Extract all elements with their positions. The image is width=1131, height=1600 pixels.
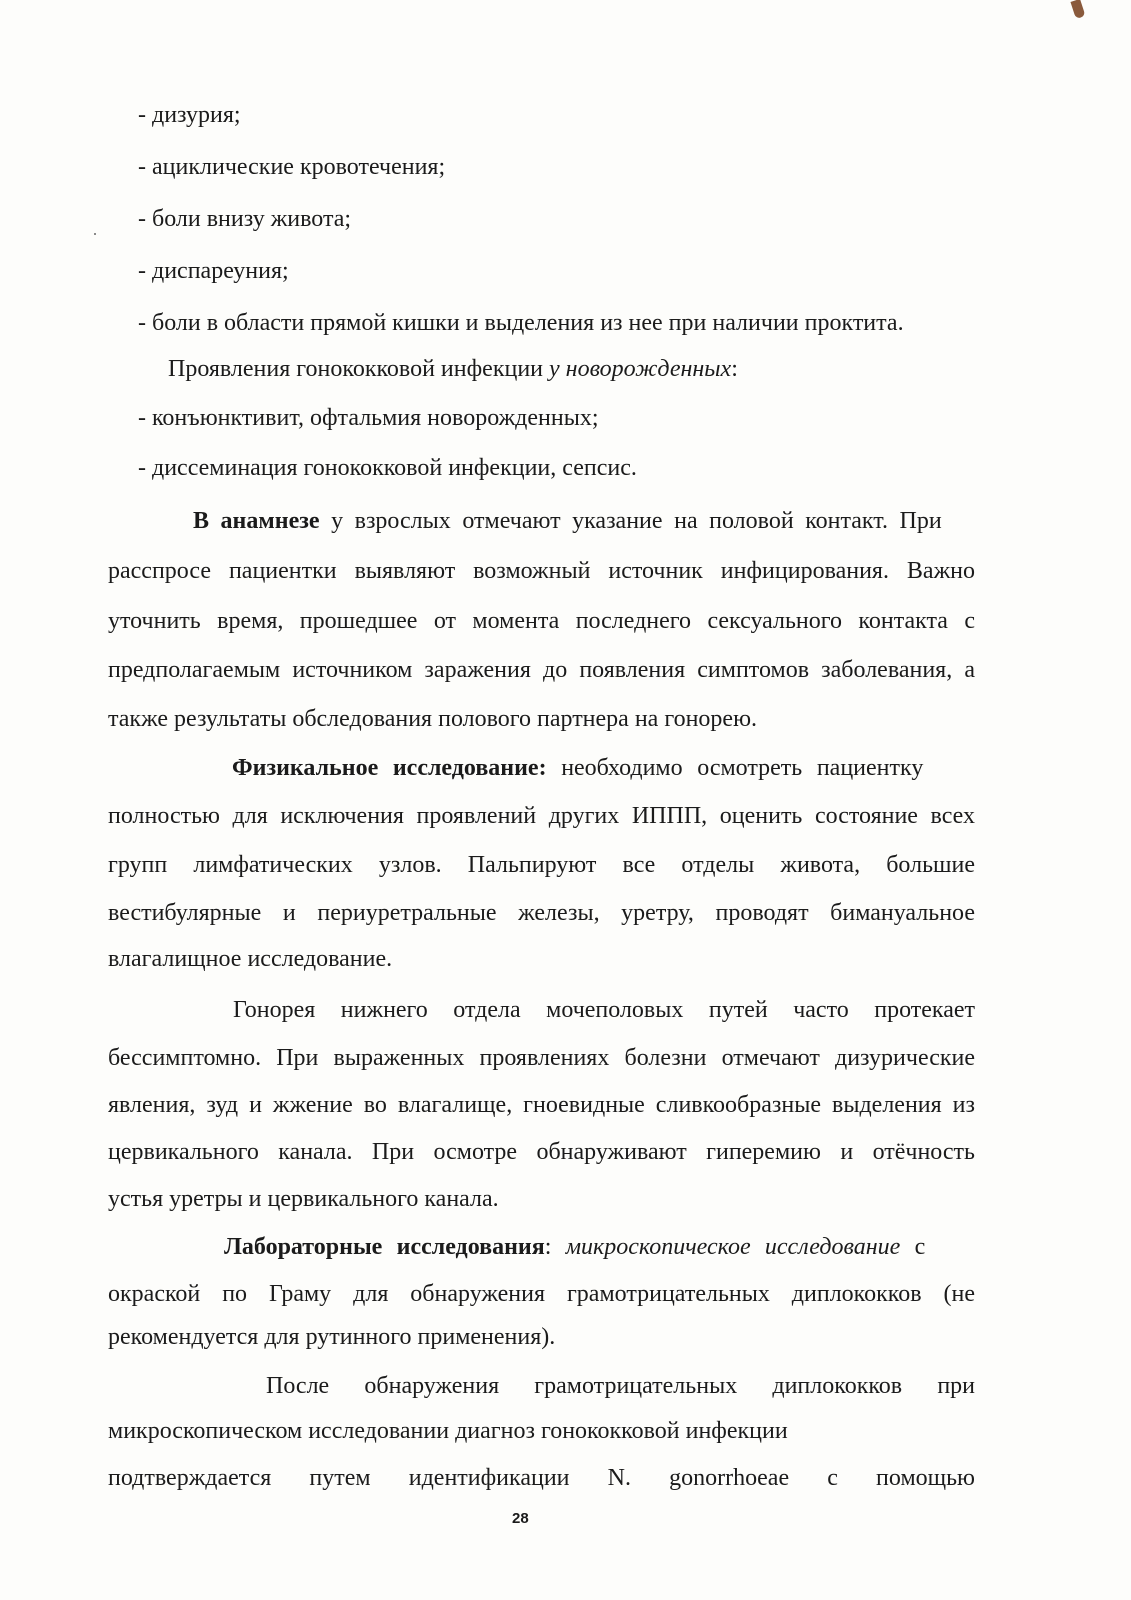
gonorrhea-line: явления, зуд и жжение во влагалище, гноевидные сливкообразные выделения из bbox=[108, 1092, 975, 1118]
bullet-conjunctivitis: - конъюнктивит, офтальмия новорожденных; bbox=[138, 405, 599, 431]
gonorrhea-line: бессимптомно. При выраженных проявлениях болезни отмечают дизурические bbox=[108, 1045, 975, 1071]
bullet-abdominal-pain: - боли внизу живота; bbox=[138, 206, 352, 232]
physical-line: вестибулярные и периуретральные железы, уретру, проводят бимануальное bbox=[108, 900, 975, 926]
physical-first-line: Физикальное исследование: необходимо осмотреть пациентку bbox=[232, 755, 924, 781]
after-line: подтверждается путем идентификации N. gonorrhoeae с помощью bbox=[108, 1465, 975, 1491]
gonorrhea-line: цервикального канала. При осмотре обнаруживают гиперемию и отёчность bbox=[108, 1139, 975, 1165]
after-first-line: После обнаружения грамотрицательных диплококков при bbox=[266, 1373, 975, 1399]
lab-last-line: рекомендуется для рутинного применения). bbox=[108, 1324, 556, 1350]
anamnesis-line: расспросе пациентки выявляют возможный источник инфицирования. Важно bbox=[108, 558, 975, 584]
physical-last-line: влагалищное исследование. bbox=[108, 946, 393, 972]
anamnesis-last-line: также результаты обследования полового партнера на гонорею. bbox=[108, 706, 757, 732]
gonorrhea-first-line: Гонорея нижнего отдела мочеполовых путей часто протекает bbox=[233, 997, 975, 1023]
anamnesis-line: предполагаемым источником заражения до появления симптомов заболевания, а bbox=[108, 657, 975, 683]
after-line: микроскопическом исследовании диагноз гонококковой инфекции bbox=[108, 1418, 788, 1444]
bullet-dyspareunia: - диспареуния; bbox=[138, 258, 289, 284]
scan-speck bbox=[94, 233, 96, 235]
newborn-heading: Проявления гонококковой инфекции у новорожденных: bbox=[168, 356, 738, 382]
scan-edge-mark bbox=[1070, 0, 1085, 19]
lab-first-line: Лабораторные исследования: микроскопическое исследование с bbox=[224, 1234, 926, 1260]
physical-line: групп лимфатических узлов. Пальпируют все отделы живота, большие bbox=[108, 852, 975, 878]
bullet-bleeding: - ациклические кровотечения; bbox=[138, 154, 446, 180]
gonorrhea-last-line: устья уретры и цервикального канала. bbox=[108, 1186, 499, 1212]
bullet-sepsis: - диссеминация гонококковой инфекции, сепсис. bbox=[138, 455, 637, 481]
anamnesis-line: уточнить время, прошедшее от момента последнего сексуального контакта с bbox=[108, 608, 975, 634]
physical-line: полностью для исключения проявлений других ИППП, оценить состояние всех bbox=[108, 803, 975, 829]
bullet-proctitis: - боли в области прямой кишки и выделения из нее при наличии проктита. bbox=[138, 310, 904, 336]
bullet-dysuria: - дизурия; bbox=[138, 102, 241, 128]
page-number: 28 bbox=[512, 1510, 529, 1527]
lab-line: окраской по Граму для обнаружения грамотрицательных диплококков (не bbox=[108, 1281, 975, 1307]
anamnesis-first-line: В анамнезе у взрослых отмечают указание на половой контакт. При bbox=[193, 508, 942, 534]
